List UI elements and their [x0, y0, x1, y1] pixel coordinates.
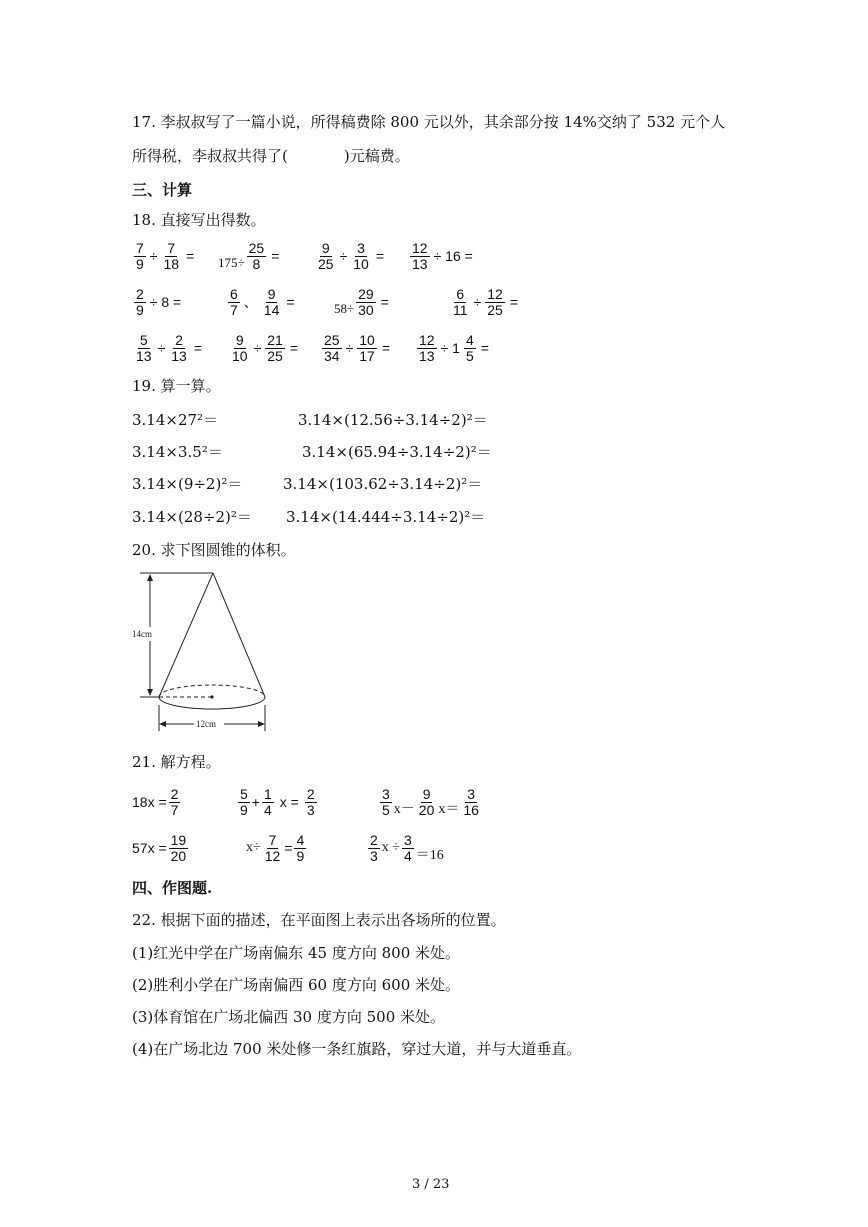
q18-item-12: $\frac{12}{13}$ ÷ 1 $\frac{4}{5}$ = — [419, 331, 489, 364]
diameter-arrow-left — [159, 721, 166, 727]
fraction: $\frac{19}{20}$ — [170, 831, 187, 864]
equation-2: $\frac{5}{9}$ + $\frac{1}{4}$ x = $\frac{2}{3}$ — [240, 785, 315, 818]
fraction: $\frac{25}{34}$ — [324, 331, 340, 364]
fraction: $\frac{1}{4}$ — [263, 785, 272, 818]
fraction: $\frac{9}{25}$ — [318, 239, 334, 272]
equation-6: $\frac{2}{3}$ x ÷ $\frac{3}{4}$ ＝16 — [370, 831, 444, 864]
equation-4: 57x = $\frac{19}{20}$ — [132, 831, 187, 864]
cone-left-edge — [159, 573, 213, 697]
fraction: $\frac{12}{13}$ — [412, 239, 428, 272]
fraction: $\frac{3}{10}$ — [353, 239, 369, 272]
q18-item-4: $\frac{12}{13}$ ÷ 16 = — [412, 239, 473, 272]
fraction: $\frac{10}{17}$ — [359, 331, 375, 364]
fraction: $\frac{4}{5}$ — [465, 331, 474, 364]
q22-item-4: (4)在广场北边 700 米处修一条红旗路，穿过大道，并与大道垂直。 — [132, 1040, 582, 1058]
q19-r3: 3.14×(14.444÷3.14÷2)²＝ — [286, 508, 486, 526]
fraction: $\frac{9}{10}$ — [232, 331, 248, 364]
q19-l1: 3.14×3.5²＝ — [132, 443, 223, 461]
q18-item-11: $\frac{25}{34}$ ÷ $\frac{10}{17}$ = — [324, 331, 391, 364]
cone-right-edge — [213, 573, 265, 697]
q18-item-5: $\frac{2}{9}$ ÷ 8 = — [136, 285, 182, 318]
fraction: $\frac{3}{16}$ — [463, 785, 479, 818]
fraction: $\frac{25}{8}$ — [248, 239, 265, 272]
q22-title: 22. 根据下面的描述，在平面图上表示出各场所的位置。 — [132, 911, 506, 929]
cone-diagram — [128, 565, 278, 740]
q18-title: 18. 直接写出得数。 — [132, 211, 266, 229]
q22-item-1: (1)红光中学在广场南偏东 45 度方向 800 米处。 — [132, 944, 461, 962]
page-number: 3 / 23 — [412, 1177, 450, 1192]
section-4-heading: 四、作图题. — [132, 879, 213, 897]
fraction: $\frac{2}{3}$ — [306, 785, 315, 818]
q20-title: 20. 求下图圆锥的体积。 — [132, 541, 296, 559]
q19-l0: 3.14×27²＝ — [132, 411, 219, 429]
q19-r0: 3.14×(12.56÷3.14÷2)²＝ — [298, 411, 488, 429]
q18-item-9: $\frac{5}{13}$ ÷ $\frac{2}{13}$ = — [136, 331, 203, 364]
diameter-arrow-right — [258, 721, 265, 727]
fraction: $\frac{9}{14}$ — [263, 285, 280, 318]
q17-line1: 17. 李叔叔写了一篇小说，所得稿费除 800 元以外，其余部分按 14%交纳了 532 元个人 — [132, 113, 726, 131]
cone-base-front — [159, 697, 265, 709]
q19-r2: 3.14×(103.62÷3.14÷2)²＝ — [283, 475, 483, 493]
q22-item-3: (3)体育馆在广场北偏西 30 度方向 500 米处。 — [132, 1008, 446, 1026]
fraction: $\frac{4}{9}$ — [296, 831, 305, 864]
q18-item-1: $\frac{7}{9}$ ÷ $\frac{7}{18}$ = — [136, 239, 195, 272]
q18-item-7: 58÷ $\frac{29}{30}$ = — [334, 285, 389, 318]
fraction: $\frac{9}{20}$ — [418, 785, 435, 818]
fraction: $\frac{21}{25}$ — [267, 331, 283, 364]
fraction: $\frac{7}{12}$ — [264, 831, 281, 864]
fraction: $\frac{5}{13}$ — [136, 331, 152, 364]
fraction: $\frac{3}{5}$ — [382, 785, 390, 818]
q19-l3: 3.14×(28÷2)²＝ — [132, 508, 252, 526]
q18-item-6: $\frac{6}{7}$ 、 $\frac{9}{14}$ = — [230, 285, 295, 318]
q21-title: 21. 解方程。 — [132, 753, 221, 771]
fraction: $\frac{12}{25}$ — [487, 285, 503, 318]
fraction: $\frac{7}{18}$ — [163, 239, 180, 272]
q19-r1: 3.14×(65.94÷3.14÷2)²＝ — [302, 443, 492, 461]
q18-item-10: $\frac{9}{10}$ ÷ $\frac{21}{25}$ = — [232, 331, 299, 364]
height-arrow-top — [147, 574, 153, 581]
fraction: $\frac{6}{11}$ — [453, 285, 468, 318]
equation-1: 18x = $\frac{2}{7}$ — [132, 785, 179, 818]
height-arrow-bottom — [147, 689, 153, 696]
fraction: $\frac{2}{7}$ — [170, 785, 179, 818]
fraction: $\frac{2}{9}$ — [136, 285, 144, 318]
fraction: $\frac{12}{13}$ — [419, 331, 435, 364]
fraction: $\frac{2}{13}$ — [171, 331, 187, 364]
fraction: $\frac{3}{4}$ — [403, 831, 412, 864]
q22-item-2: (2)胜利小学在广场南偏西 60 度方向 600 米处。 — [132, 976, 461, 994]
fraction: $\frac{29}{30}$ — [358, 285, 374, 318]
fraction: $\frac{5}{9}$ — [240, 785, 248, 818]
diameter-label: 12cm — [196, 719, 216, 729]
q19-l2: 3.14×(9÷2)²＝ — [132, 475, 243, 493]
section-3-heading: 三、计算 — [132, 181, 193, 199]
equation-5: x÷ $\frac{7}{12}$ = $\frac{4}{9}$ — [246, 831, 305, 864]
q18-item-3: $\frac{9}{25}$ ÷ $\frac{3}{10}$ = — [318, 239, 385, 272]
q18-item-8: $\frac{6}{11}$ ÷ $\frac{12}{25}$ = — [453, 285, 518, 318]
cone-center — [210, 695, 213, 698]
q17-line2: 所得税，李叔叔共得了( )元稿费。 — [132, 147, 410, 165]
height-label: 14cm — [132, 629, 152, 639]
q19-title: 19. 算一算。 — [132, 377, 221, 395]
cone-base-back — [159, 685, 265, 697]
fraction: $\frac{7}{9}$ — [136, 239, 144, 272]
fraction: $\frac{2}{3}$ — [370, 831, 378, 864]
fraction: $\frac{6}{7}$ — [230, 285, 238, 318]
equation-3: $\frac{3}{5}$ x－ $\frac{9}{20}$ x＝ $\frac{3}{16}$ — [382, 785, 479, 818]
q18-item-2: 175÷ $\frac{25}{8}$ = — [218, 239, 280, 272]
